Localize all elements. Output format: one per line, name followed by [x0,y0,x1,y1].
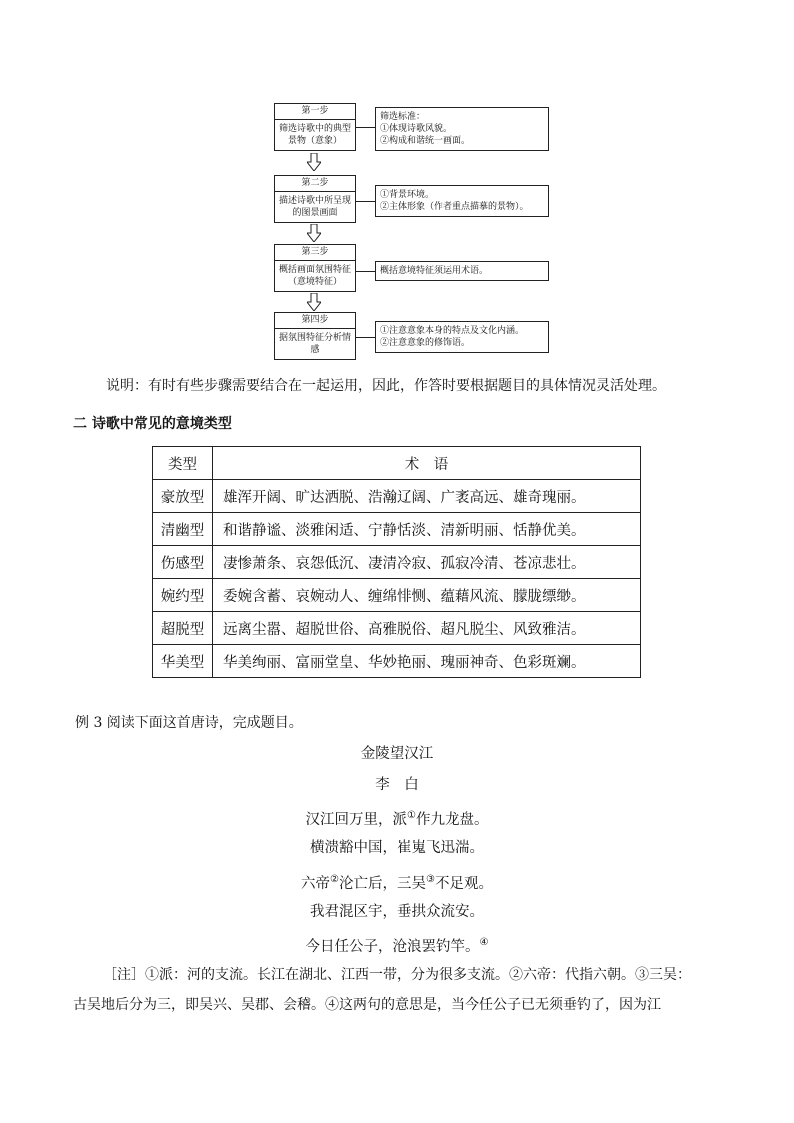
row-type: 华美型 [153,645,213,678]
table-row [153,546,641,579]
flow-step-4-head: 第四步 [275,313,355,329]
table-header-row [153,447,641,480]
poem-line-5 [0,933,794,957]
poem-title: 金陵望汉江 [360,746,434,762]
flow-connector [355,127,375,128]
row-type: 超脱型 [153,612,213,645]
table-row [153,480,641,513]
mood-types-table [152,446,641,678]
flow-note-4 [375,321,549,353]
row-terms: 华美绚丽、富丽堂皇、华妙艳丽、瑰丽神奇、色彩斑斓。 [213,645,641,678]
row-terms: 凄惨萧条、哀怨低沉、凄清冷寂、孤寂冷清、苍凉悲壮。 [213,546,641,579]
annotation-line-2: 古吴地后分为三，即吴兴、吴郡、会稽。④这两句的意思是，当今任公子已无须垂钓了，因为江 [73,997,661,1013]
explanation-text: 说明：有时有些步骤需要结合在一起运用，因此，作答时要根据题目的具体情况灵活处理。 [106,378,666,394]
flow-step-1-body: 筛选诗歌中的典型景物（意象） [278,124,351,146]
flow-connector [355,201,375,202]
header-type: 类型 [153,447,213,480]
note-line: ②构成和谐统一画面。 [380,136,471,146]
line-text: 汉江回万里，派 [305,811,408,828]
table-row [153,645,641,678]
note-line: 筛选标准： [380,112,426,122]
down-arrow-icon [307,153,321,171]
note-line: ①背景环境。 [380,190,435,200]
poem-line-4 [0,902,794,922]
poem-line-1 [0,806,794,830]
row-terms: 委婉含蓄、哀婉动人、缠绵悱恻、蕴藉风流、朦胧缥缈。 [213,579,641,612]
row-terms: 远离尘嚣、超脱世俗、高雅脱俗、超凡脱尘、风致雅洁。 [213,612,641,645]
flow-connector [355,337,375,338]
table-row [153,579,641,612]
note-line: ①体现诗歌风貌。 [380,124,453,134]
row-type: 伤感型 [153,546,213,579]
table-row [153,513,641,546]
down-arrow-icon [307,224,321,242]
poem-line-3 [0,870,794,894]
header-terms: 术 语 [213,447,641,480]
flow-step-4 [274,312,356,360]
flow-step-3 [274,244,356,292]
line-text: 作九龙盘。 [415,811,489,828]
flow-connector [355,271,375,272]
flow-note-2 [375,185,549,217]
line-text: 沦亡后，三吴 [339,875,426,892]
row-terms: 和谐静谧、淡雅闲适、宁静恬淡、清新明丽、恬静优美。 [213,513,641,546]
footnote-mark: ① [407,810,416,821]
line-text: 今日任公子，沧浪罢钓竿。 [305,938,480,955]
footnote-mark: ④ [479,937,489,948]
flow-step-3-body: 概括画面氛围特征（意境特征） [278,265,351,287]
line-text: 不足观。 [434,875,493,892]
flow-step-1-head: 第一步 [275,104,355,120]
annotation-line-1: ［注］①派：河的支流。长江在湖北、江西一带，分为很多支流。②六帝：代指六朝。③三吴： [103,967,691,983]
flow-step-4-body: 据氛围特征分析情感 [278,333,351,355]
line-text: 横溃豁中国，崔嵬飞迅湍。 [310,840,484,856]
down-arrow-icon [307,293,321,311]
flow-note-3 [375,261,549,281]
flow-note-1 [375,107,549,151]
flow-step-3-head: 第三步 [275,245,355,261]
poem-line-2 [0,838,794,858]
row-type: 清幽型 [153,513,213,546]
line-text: 六帝 [301,875,331,892]
footnote-mark: ③ [426,874,435,885]
flow-step-2-body: 描述诗歌中所呈现的图景画面 [278,196,351,218]
note-line: ②主体形象（作者重点描摹的景物）。 [380,202,529,212]
example-intro: 例 3 阅读下面这首唐诗，完成题目。 [75,715,303,731]
poem-author: 李 白 [375,777,419,793]
row-terms: 雄浑开阔、旷达洒脱、浩瀚辽阔、广袤高远、雄奇瑰丽。 [213,480,641,513]
footnote-mark: ② [330,874,339,885]
row-type: 婉约型 [153,579,213,612]
line-text: 我君混区宇，垂拱众流安。 [310,904,484,920]
flow-step-2-head: 第二步 [275,176,355,192]
section-heading: 二 诗歌中常见的意境类型 [73,416,232,432]
note-line: ①注意意象本身的特点及文化内涵。 [380,326,525,336]
table-row [153,612,641,645]
flow-step-1 [274,103,356,151]
flow-step-2 [274,175,356,223]
row-type: 豪放型 [153,480,213,513]
note-line: ②注意意象的修饰语。 [380,338,471,348]
note-line: 概括意境特征须运用术语。 [380,266,489,276]
